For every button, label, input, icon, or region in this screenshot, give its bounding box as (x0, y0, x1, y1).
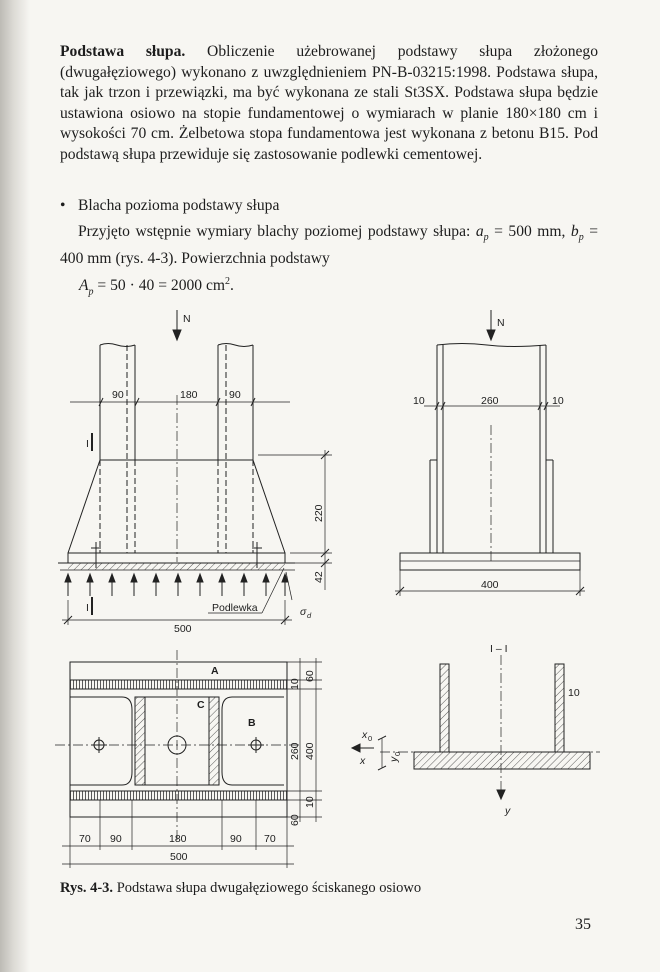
pressure-arrows (65, 574, 288, 596)
plan-label-a: A (211, 665, 219, 677)
front-dim-220: 220 (313, 504, 325, 522)
caption-text: Podstawa słupa dwugałęziowego ściskanego osiowo (113, 880, 422, 896)
para2-b-symbol: b (570, 223, 579, 240)
para2-b-value: = 400 mm (rys. 4-3). Powierzchnia podstawy (60, 223, 598, 267)
side-dim-10-left: 10 (413, 395, 425, 407)
front-view (58, 310, 332, 625)
plan-dim-70-right: 70 (264, 833, 276, 845)
side-dim-10-right: 10 (552, 395, 564, 407)
para2-a-value: = 500 mm, (488, 223, 571, 240)
section-dim-10: 10 (568, 687, 580, 699)
formula-end: . (230, 277, 234, 295)
caption-label: Rys. 4-3. (60, 880, 114, 896)
section-mark-top: I (86, 438, 89, 450)
plan-dim-90-left: 90 (110, 833, 122, 845)
intro-heading: Podstawa słupa. (60, 43, 186, 60)
section-y0-sub: 0 (393, 751, 402, 756)
plan-dim-500: 500 (170, 851, 188, 863)
plan-dim-70-left: 70 (79, 833, 91, 845)
plan-label-b: B (248, 717, 256, 729)
front-dim-500: 500 (174, 623, 192, 635)
side-view (395, 310, 585, 596)
para2-a-sub: p (483, 232, 489, 244)
plan-dim-260: 260 (289, 742, 301, 760)
formula-symbol: A (79, 277, 89, 295)
side-force-label: N (497, 317, 505, 329)
section-y0-label: y (388, 756, 400, 762)
page-number: 35 (575, 916, 591, 933)
section-y-axis: y (505, 805, 511, 817)
plan-dim-400: 400 (304, 742, 316, 760)
formula-sup: 2 (225, 276, 231, 287)
sigma-label: σ (300, 606, 307, 618)
plan-dim-60-top: 60 (304, 670, 316, 682)
front-dim-42: 42 (313, 571, 325, 583)
intro-body: Obliczenie użebrowanej podstawy słupa złożonego (dwugałęziowego) wykonano z uwzględnieniem PN-B-03215:1998. Podstawa słupa, tak jak trzon i przewiązki, ma być wykonana ze stali St3SX. Podstawa słupa będzie ustawiona osiowo na stopie fundamentowej o wymiarach w planie 180×180 cm i wysokości 70 cm. Żelbetowa stopa fundamentowa jest wykonana z betonu B15. Pod podstawą słupa przewiduje się zastosowanie podlewki cementowej. (60, 43, 599, 163)
section-x0-sub: 0 (368, 734, 373, 743)
sigma-sub: d (307, 611, 312, 620)
section-x0-label: x (362, 729, 368, 741)
plan-label-c: C (197, 699, 205, 711)
plan-dim-10-bottom: 10 (304, 796, 316, 808)
front-dim-90-left: 90 (112, 389, 124, 401)
section-x-axis: x (360, 755, 366, 767)
bullet-text: Blacha pozioma podstawy słupa (78, 197, 280, 214)
front-dim-90-right: 90 (229, 389, 241, 401)
para2-b-sub: p (578, 232, 584, 244)
plan-dim-180: 180 (169, 833, 187, 845)
section-title: I – I (490, 643, 508, 655)
plan-view (55, 650, 322, 868)
plan-dim-60-bottom: 60 (289, 814, 301, 826)
section-view (352, 655, 600, 799)
podlewka-label: Podlewka (212, 602, 258, 614)
figure-caption (60, 880, 421, 897)
bullet-dot: • (60, 197, 66, 214)
side-dim-400: 400 (481, 579, 499, 591)
formula-expression: = 50 · 40 = 2000 cm (93, 277, 226, 295)
plan-dim-90-right: 90 (230, 833, 242, 845)
front-dim-180: 180 (180, 389, 198, 401)
front-force-label: N (183, 313, 191, 325)
formula-sub: p (88, 286, 94, 298)
para2-a-symbol: a (475, 223, 484, 240)
plan-dim-10-top: 10 (289, 678, 301, 690)
section-mark-bottom: I (86, 602, 89, 614)
side-dim-260: 260 (481, 395, 499, 407)
para2-text-1: Przyjęto wstępnie wymiary blachy poziomej podstawy słupa: (78, 223, 476, 240)
